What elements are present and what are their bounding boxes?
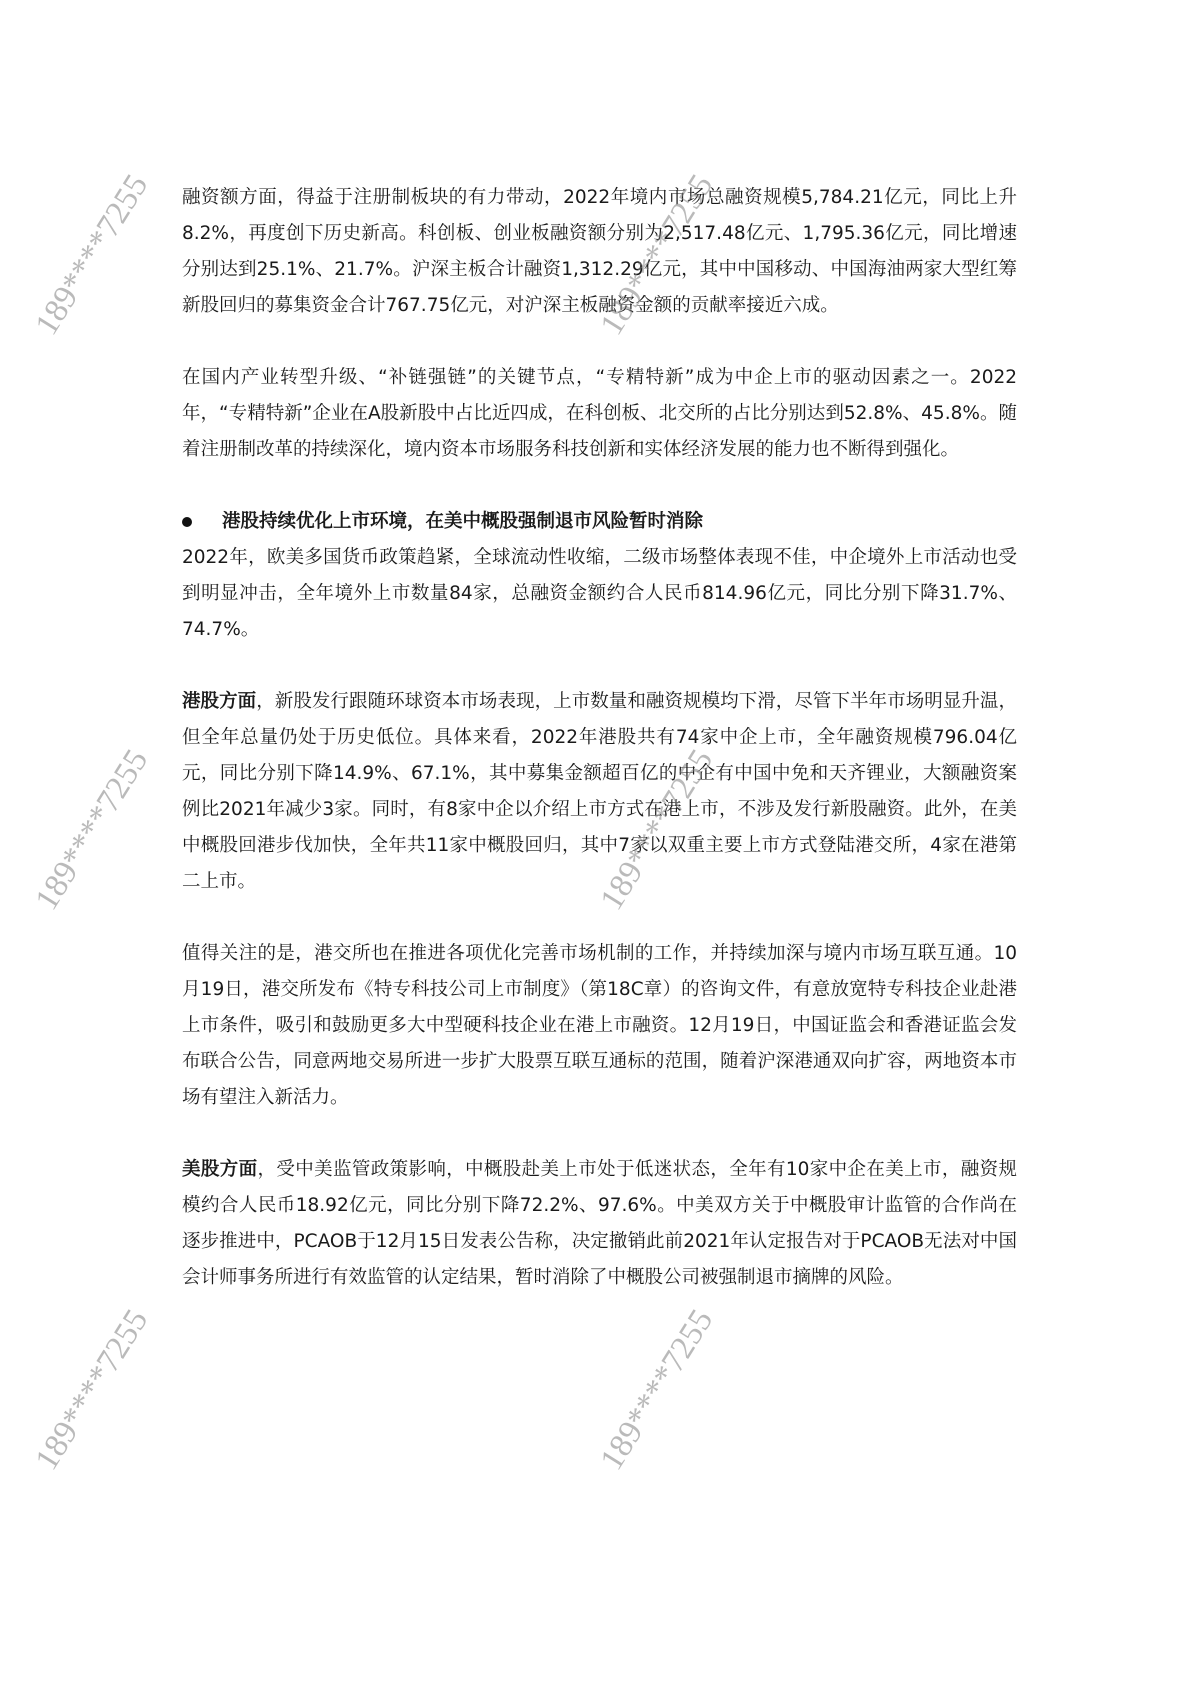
specialized-enterprises-paragraph: 在国内产业转型升级、“补链强链”的关键节点，“专精特新”成为中企上市的驱动因素之一。2022年，“专精特新”企业在A股新股中占比近四成，在科创板、北交所的占比分别达到52.8%、45.8%。随着注册制改革的持续深化，境内资本市场服务科技创新和实体经济发展的能力也不断得到强化。 <box>182 367 1017 460</box>
watermark: 189****7255 <box>593 743 721 917</box>
watermark: 189****7255 <box>593 1303 721 1477</box>
hk-stocks-lead: 港股方面 <box>182 691 257 712</box>
us-stocks-lead: 美股方面 <box>182 1159 258 1180</box>
us-stocks-paragraph <box>182 1152 1017 1296</box>
hk-stocks-text: ，新股发行跟随环球资本市场表现，上市数量和融资规模均下滑，尽管下半年市场明显升温，但全年总量仍处于历史低位。具体来看，2022年港股共有74家中企上市，全年融资规模796.04亿元，同比分别下降14.9%、67.1%，其中募集金额超百亿的中企有中国中免和天齐锂业，大额融资案例比2021年减少3家。同时，有8家中企以介绍上市方式在港上市，不涉及发行新股融资。此外，在美中概股回港步伐加快，全年共11家中概股回归，其中7家以双重主要上市方式登陆港交所，4家在港第二上市。 <box>182 691 1017 892</box>
financing-paragraph: 融资额方面，得益于注册制板块的有力带动，2022年境内市场总融资规模5,784.21亿元，同比上升8.2%，再度创下历史新高。科创板、创业板融资额分别为2,517.48亿元、1,795.36亿元，同比增速分别达到25.1%、21.7%。沪深主板合计融资1,312.29亿元，其中中国移动、中国海油两家大型红筹新股回归的募集资金合计767.75亿元，对沪深主板融资金额的贡献率接近六成。 <box>182 187 1017 316</box>
watermark: 189****7255 <box>593 168 721 342</box>
hkex-connect-paragraph: 值得关注的是，港交所也在推进各项优化完善市场机制的工作，并持续加深与境内市场互联互通。10月19日，港交所发布《特专科技公司上市制度》（第18C章）的咨询文件，有意放宽特专科技企业赴港上市条件，吸引和鼓励更多大中型硬科技企业在港上市融资。12月19日，中国证监会和香港证监会发布联合公告，同意两地交易所进一步扩大股票互联互通标的范围，随着沪深港通双向扩容，两地资本市场有望注入新活力。 <box>182 943 1017 1108</box>
section-heading-text: 港股持续优化上市环境，在美中概股强制退市风险暂时消除 <box>222 511 704 532</box>
bullet-icon <box>182 517 192 527</box>
document-body <box>182 180 1017 1296</box>
watermark: 189****7255 <box>28 1303 156 1477</box>
overseas-listing-paragraph: 2022年，欧美多国货币政策趋紧，全球流动性收缩，二级市场整体表现不佳，中企境外上市活动也受到明显冲击，全年境外上市数量84家，总融资金额约合人民币814.96亿元，同比分别下降31.7%、74.7%。 <box>182 547 1017 640</box>
hk-stocks-paragraph <box>182 684 1017 900</box>
us-stocks-text: ，受中美监管政策影响，中概股赴美上市处于低迷状态，全年有10家中企在美上市，融资规模约合人民币18.92亿元，同比分别下降72.2%、97.6%。中美双方关于中概股审计监管的合作尚在逐步推进中，PCAOB于12月15日发表公告称，决定撤销此前2021年认定报告对于PCAOB无法对中国会计师事务所进行有效监管的认定结果，暂时消除了中概股公司被强制退市摘牌的风险。 <box>182 1159 1017 1288</box>
watermark: 189****7255 <box>28 168 156 342</box>
watermark: 189****7255 <box>28 743 156 917</box>
section-heading <box>182 504 1017 540</box>
